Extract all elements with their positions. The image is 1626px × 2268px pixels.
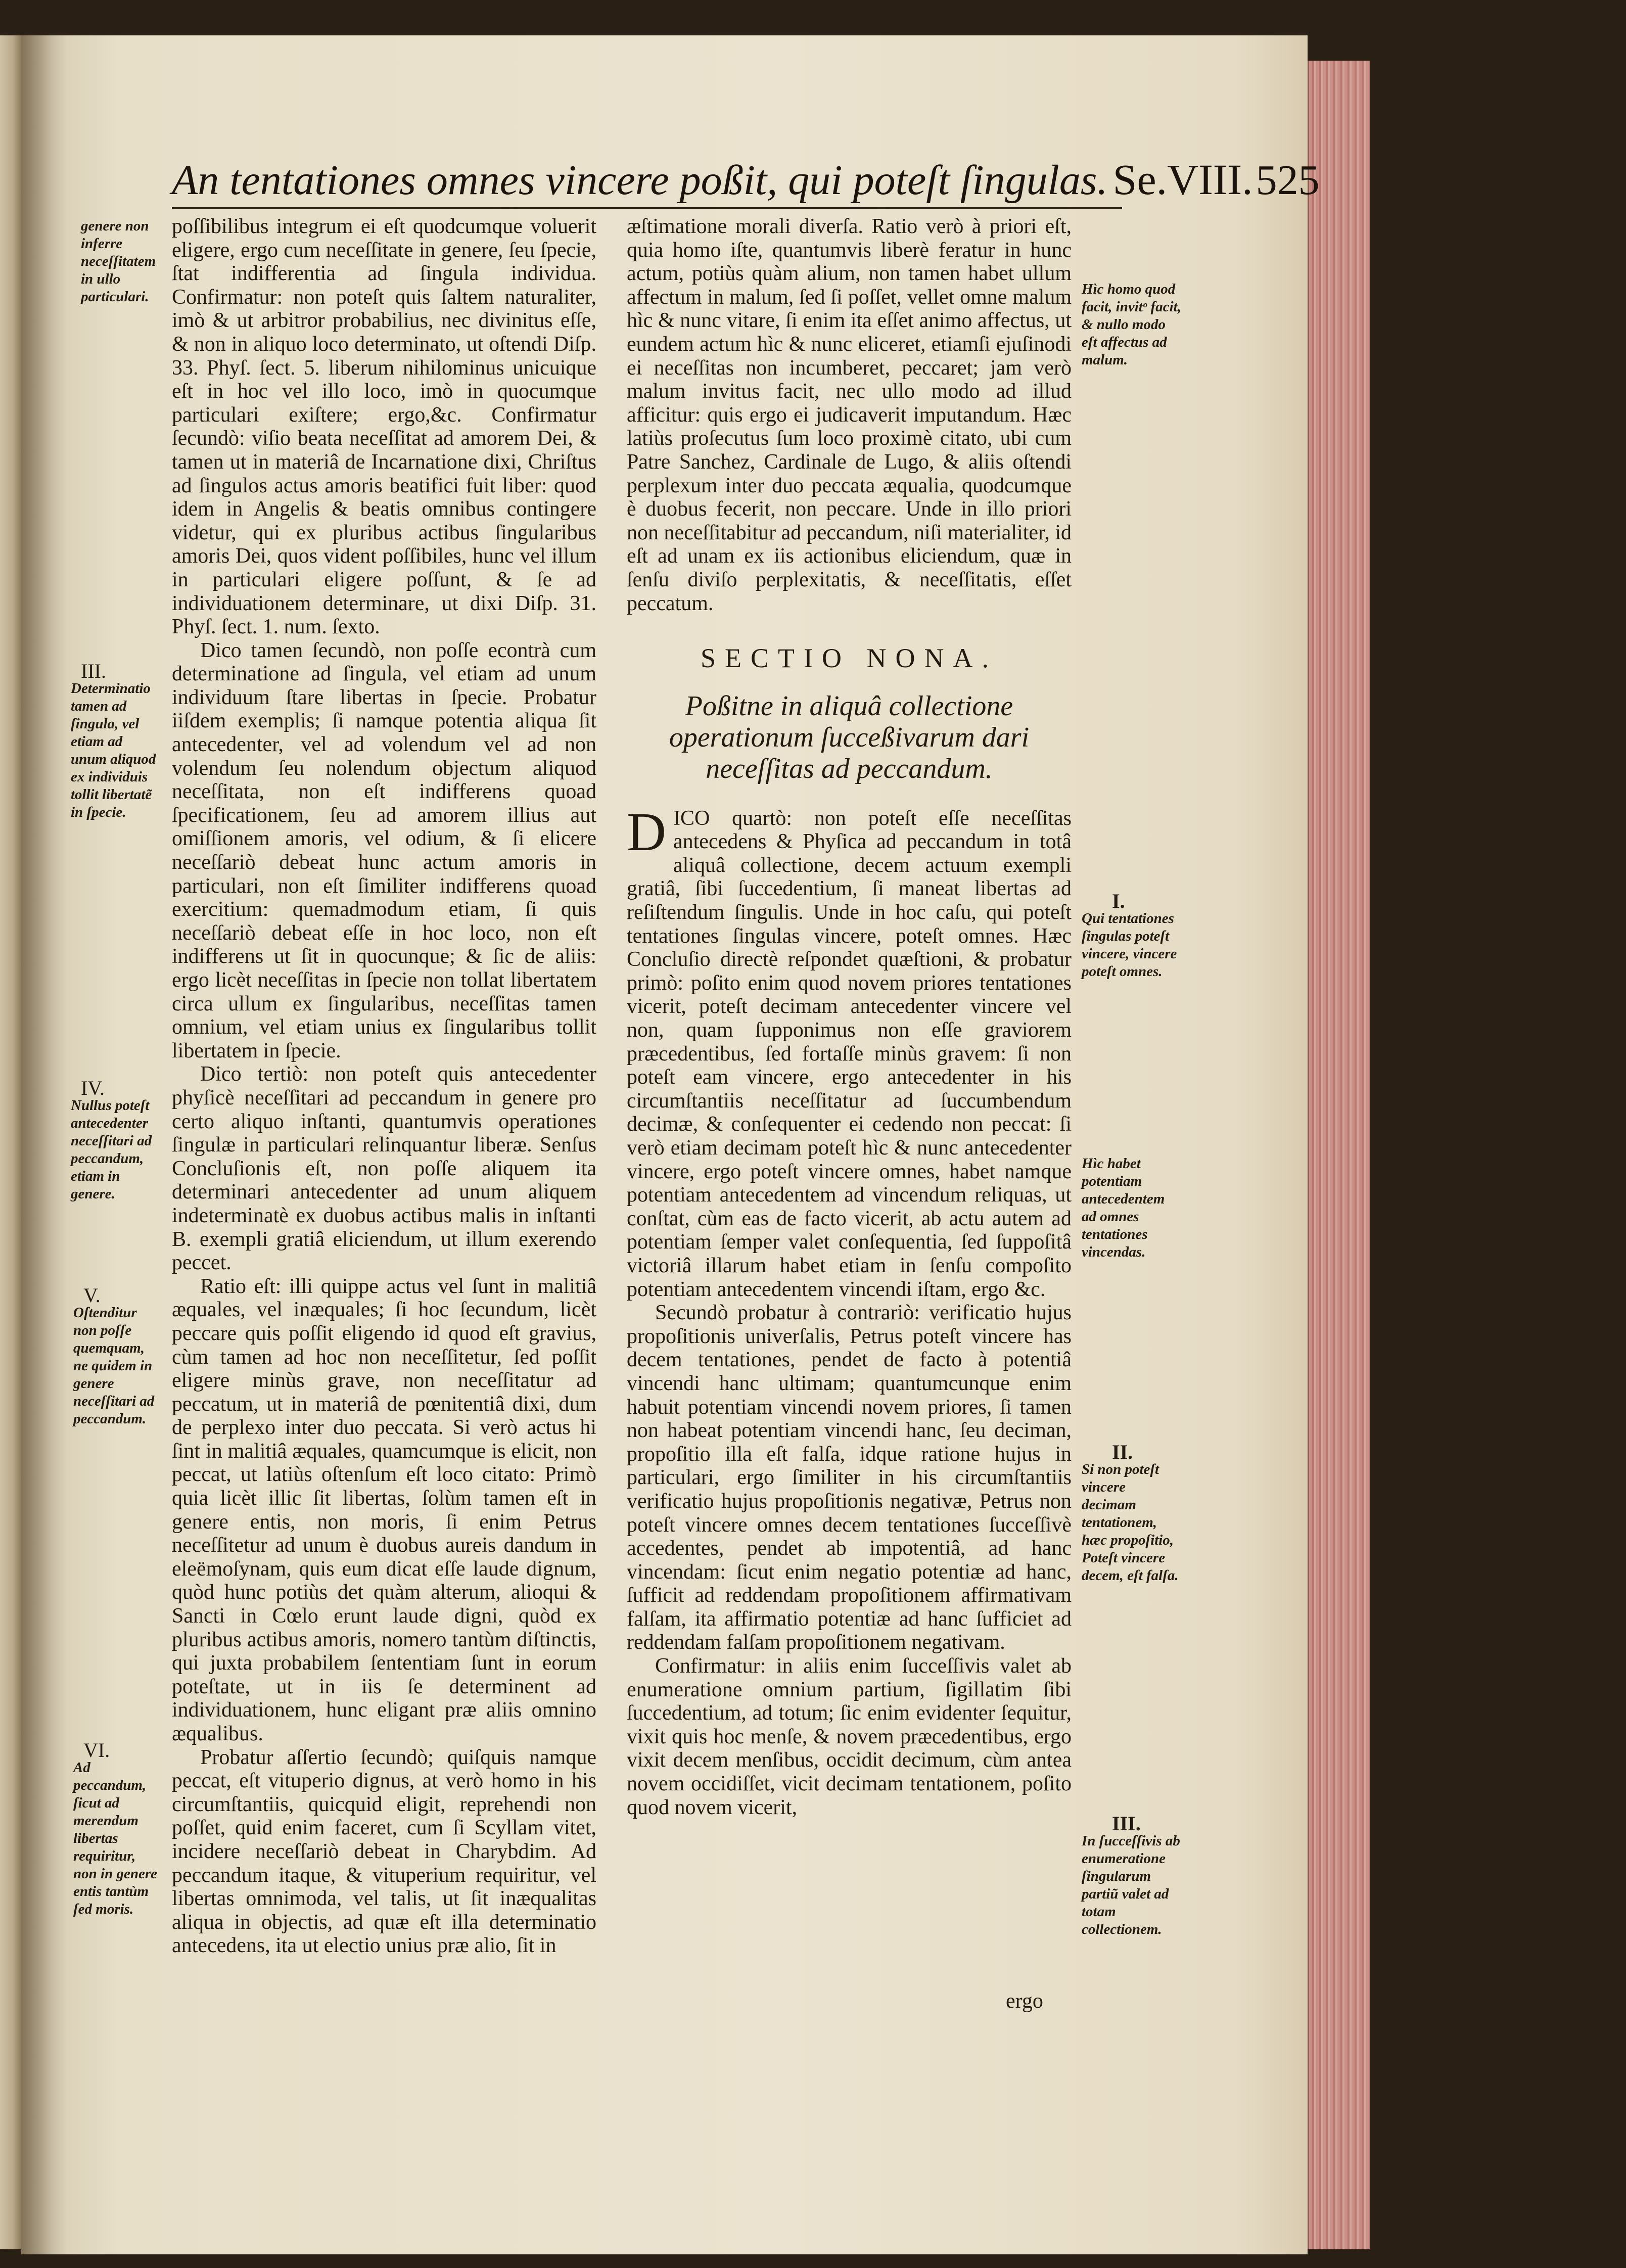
margin-note-number: II. <box>1112 1441 1133 1463</box>
paragraph: poſſibilibus integrum ei eſt quodcumque voluerit eligere, ergo cum neceſſitate in genere, ſeu ſpecie, ſtat indifferentia ad ſingula individua. Confirmatur: non poteſt quis ſaltem naturaliter, imò & ut arbitror probabilius, nec divinitus eſſe, & non in aliquo loco determinato, ut oſtendi Diſp. 33. Phyſ. ſect. 5. liberum nihilominus unicuique eſt in hoc vel illo loco, imò in quocumque particulari exiſtere; ergo,&c. Confirmatur ſecundò: viſio beata neceſſitat ad amorem Dei, & tamen ut in materiâ de Incarnatione dixi, Chriſtus ad ſingulos actus amoris beatifici fuit liber: quod idem in Angelis & beatis omnibus contingere videtur, qui ex pluribus actibus ſingularibus amoris Dei, quos vident poſſibiles, hunc vel illum in particulari eligere poſſunt, & ſe ad individuationem determinare, ut dixi Diſp. 31. Phyſ. ſect. 1. num. ſexto. <box>172 215 596 639</box>
paragraph: Secundò probatur à contrariò: verificatio hujus propoſitionis univerſalis, Petrus poteſt vincere has decem tentationes, pendet de facto à potentiâ vincendi hanc ultimam; quantumcunque enim habuit potentiam vincendi novem priores, ſi tamen non habeat potentiam vincendi hanc, ſeu deciman, propoſitio illa eſt falſa, idque ratione hujus in particulari, ergo ſimiliter in his circumſtantiis verificatio hujus propoſitionis negativæ, Petrus non poteſt vincere omnes decem tentationes ſucceſſivè accedentes, pendet ab impotentiâ, ad hanc vincendam: ſicut enim negatio potentiæ ad hanc, ſufficit ad reddendam propoſitionem affirmativam falſam, ita affirmatio potentiæ ad hanc ſufficiet ad reddendam falſam propoſitionem negativam. <box>627 1301 1072 1654</box>
margin-note <box>1082 281 1183 369</box>
paragraph: Ratio eſt: illi quippe actus vel ſunt in malitiâ æquales, vel inæquales; ſi hoc ſecundum, licèt peccare quis poſſit eligendo id quod eſt gravius, cùm tamen ad hoc non neceſſitetur, ſed poſſit eligere minùs grave, non neceſſitatur ad peccatum, ut in materiâ de pœnitentiâ dixi, dum de perplexo inter duo peccata. Si verò actus hi ſint in malitiâ æquales, quamcumque is elicit, non peccat, ut latiùs oſtenſum eſt loco citato: Primò quia licèt illic ſit libertas, ſolùm tamen eſt in genere entis, non moris, ſi enim Petrus neceſſitetur ad unum è duobus aureis dandum in eleëmoſynam, quis eum dicat eſſe laude dignum, quòd hunc potiùs det quàm alterum, alioqui & Sancti in Cœlo erunt laude digni, quòd ex pluribus actibus amoris, nomero tantùm diſtinctis, qui juxta probabilem ſententiam ſunt in eorum poteſtate, ut in iis ſe determinent ad individuationem, hunc eligant præ aliis omnino æqualibus. <box>172 1274 596 1745</box>
margin-note <box>71 662 162 821</box>
paragraph: Dico tertiò: non poteſt quis antecedenter phyſicè neceſſitari ad peccandum in genere pro certo aliquo inſtanti, quantumvis operationes ſingulæ in particulari relinquantur liberæ. Senſus Concluſionis eſt, non poſſe aliquem ita determinari antecedenter ad unum aliquem indeterminatè ex duobus actibus malis in inſtanti B. exempli gratiâ eliciendum, ut illum exerendo peccet. <box>172 1062 596 1275</box>
margin-note-text: Nullus poteſt antecedenter neceſſitari ad peccandum, etiam in genere. <box>71 1097 152 1202</box>
previous-page-edge <box>0 35 21 2249</box>
paragraph: Confirmatur: in aliis enim ſucceſſivis valet ab enumeratione omnium partium, ſigillatim ſibi ſuccedentium, ad totum; ſic enim evidenter ſequitur, vixit quis hoc menſe, & novem præcedentibus, ergo vixit decem menſibus, occidit decimum, cùm antea novem occidiſſet, vicit decimam tentationem, poſito quod novem vicerit, <box>627 1654 1072 1819</box>
section-subtitle: Poßitne in aliquâ collectione operationum ſucceßivarum dari neceſſitas ad peccandum. <box>669 690 1030 784</box>
margin-note <box>73 1286 162 1428</box>
margin-note-text: genere non inferre neceſſitatem in ullo particulari. <box>81 218 156 305</box>
page-block-edge <box>1308 61 1370 2249</box>
margin-note-text: Qui tentationes ſingulas poteſt vincere, vincere poteſt omnes. <box>1082 910 1177 980</box>
paragraph: Probatur aſſertio ſecundò; quiſquis namque peccat, eſt vituperio dignus, at verò homo in his circumſtantiis, quicquid eligit, reprehendi non poſſet, quid enim faceret, cum ſi Scyllam vitet, incidere neceſſariò debeat in Charybdim. Ad peccandum itaque, & vituperium requiritur, vel libertas omnimoda, vel talis, ut ſit inæqualitas aliqua in objectis, ad quæ eſt illa determinatio antecedens, ita ut electio unius præ alio, ſit in <box>172 1745 596 1958</box>
section-label: Se.VIII. <box>1112 155 1253 204</box>
margin-note <box>1082 1812 1183 1938</box>
margin-note <box>73 1741 162 1918</box>
spine-shadow <box>21 35 67 2254</box>
drop-cap: D <box>627 802 666 862</box>
margin-note <box>1082 1443 1183 1585</box>
paragraph-text: ICO quartò: non poteſt eſſe neceſſitas antecedens & Phyſica ad peccandum in totâ aliquâ collectione, decem actuum exempli gratiâ, ſibi ſuccedentium, ſi maneat libertas ad reſiſtendum ſingulis. Unde in hoc caſu, qui poteſt tentationes ſingulas vincere, poteſt omnes. Hæc Concluſio directè reſpondet quæſtioni, & probatur primò: poſito enim quod novem priores tentationes vicerit, poteſt decimam antecedenter vincere vel non, quam ſupponimus non eſſe graviorem præcedentibus, ſed fortaſſe minùs gravem: ſi non poteſt eam vincere, ergo antecedenter in his circumſtantiis neceſſitatur ad ſuccumbendum decimæ, & conſequenter ei cedendo non peccat: ſi verò etiam decimam poteſt hìc & nunc antecedenter vincere, ergo poteſt vincere omnes, habet namque potentiam antecedentem ad vincendum reliquas, ut conſtat, cùm eas de facto vicerit, ab actu autem ad potentiam ſemper valet conſequentia, ſed ſuppoſitâ victoriâ illarum habet etiam in ſenſu compoſito potentiam antecedentem vincendi iſtam, ergo &c. <box>627 806 1072 1301</box>
margin-note-number: V. <box>83 1284 101 1307</box>
margin-note <box>1082 892 1183 981</box>
right-text-column <box>627 215 1072 1819</box>
margin-note-text: Si non poteſt vincere decimam tentationem, hæc propoſitio, Poteſt vincere decem, eſt falſa. <box>1082 1461 1179 1584</box>
margin-note-text: Ad peccandum, ſicut ad merendum libertas requiritur, non in genere entis tantùm ſed moris. <box>73 1760 157 1917</box>
margin-note-number: IV. <box>81 1077 105 1099</box>
margin-note-number: I. <box>1112 890 1125 912</box>
catchword: ergo <box>1006 1989 1043 2013</box>
margin-note-number: III. <box>1112 1812 1141 1835</box>
paragraph: æſtimatione morali diverſa. Ratio verò à priori eſt, quia homo iſte, quantumvis liberè feratur in hunc actum, potiùs quàm alium, non tamen habet ullum affectum in malum, ſed ſi poſſet, vellet omne malum hìc & nunc vitare, ſi enim ita eſſet animo affectus, ut eundem actum hìc & nunc eliceret, etiamſi ejuſinodi ei neceſſitas non incumberet, peccaret; jam verò malum invitus facit, nec ullo modo ad illud afficitur: quis ergo ei judicaverit imputandum. Hæc latiùs proſecutus ſum loco proximè citato, ubi cum Patre Sanchez, Cardinale de Lugo, & aliis oſtendi perplexum inter duo peccata æqualia, quodcumque è duobus fecerit, non peccare. Unde in illo priori non neceſſitabitur ad peccandum, niſi materialiter, id eſt ad unam ex iis actionibus eliciendum, quæ in ſenſu diviſo perplexitatis, & neceſſitatis, eſſet peccatum. <box>627 215 1072 615</box>
margin-note <box>1082 1155 1183 1261</box>
running-head <box>172 154 1320 210</box>
margin-note-text: Oſtenditur non poſſe quemquam, ne quidem in genere neceſſitari ad peccandum. <box>73 1305 155 1427</box>
margin-note-number: III. <box>81 660 106 682</box>
margin-note-text: Determinatio tamen ad ſingula, vel etiam ad unum aliquod ex individuis tollit libertatẽ in ſpecie. <box>71 680 156 820</box>
margin-note-text: Hìc habet potentiam antecedentem ad omnes tentationes vincendas. <box>1082 1155 1165 1260</box>
section-title: SECTIO NONA. <box>701 643 998 674</box>
left-text-column <box>172 215 596 1958</box>
paragraph <box>627 802 1072 1301</box>
running-title: An tentationes omnes vincere poßit, qui poteſt ſingulas. <box>172 157 1108 204</box>
paragraph: Dico tamen ſecundò, non poſſe econtrà cum determinatione ad ſingula, vel etiam ad unum individuum ſtare libertas in ſpecie. Probatur iiſdem exemplis; ſi namque potentia aliqua ſit antecedenter, vel ad volendum vel ad non volendum ſeu nolendum objectum aliquod neceſſitata, non eſt indifferens quoad ſpecificationem, ſeu ad amorem illius aut omiſſionem amoris, vel odium, & ſi elicere neceſſariò debeat hunc actum amoris in particulari, non eſt ſimiliter indifferens quoad exercitium: quemadmodum etiam, ſi quis neceſſariò debeat eſſe in hoc loco, non eſt indifferens ut ſit in quocunque; & ſic de aliis: ergo licèt neceſſitas in ſpecie non tollat libertatem circa ullum ex ſingularibus, neceſſitas tamen omnium, vel etiam unius ex ſingularibus tollit libertatem in ſpecie. <box>172 638 596 1062</box>
margin-note <box>71 1079 162 1203</box>
margin-note-text: In ſucceſſivis ab enumeratione ſingularum partiũ valet ad totam collectionem. <box>1082 1833 1180 1937</box>
margin-note <box>81 217 162 306</box>
margin-note-number: VI. <box>83 1739 110 1762</box>
header-rule <box>172 207 1122 209</box>
margin-note-text: Hìc homo quod facit, invitᵒ facit, & nullo modo eſt affectus ad malum. <box>1082 281 1181 368</box>
page-number: 525 <box>1256 157 1320 204</box>
